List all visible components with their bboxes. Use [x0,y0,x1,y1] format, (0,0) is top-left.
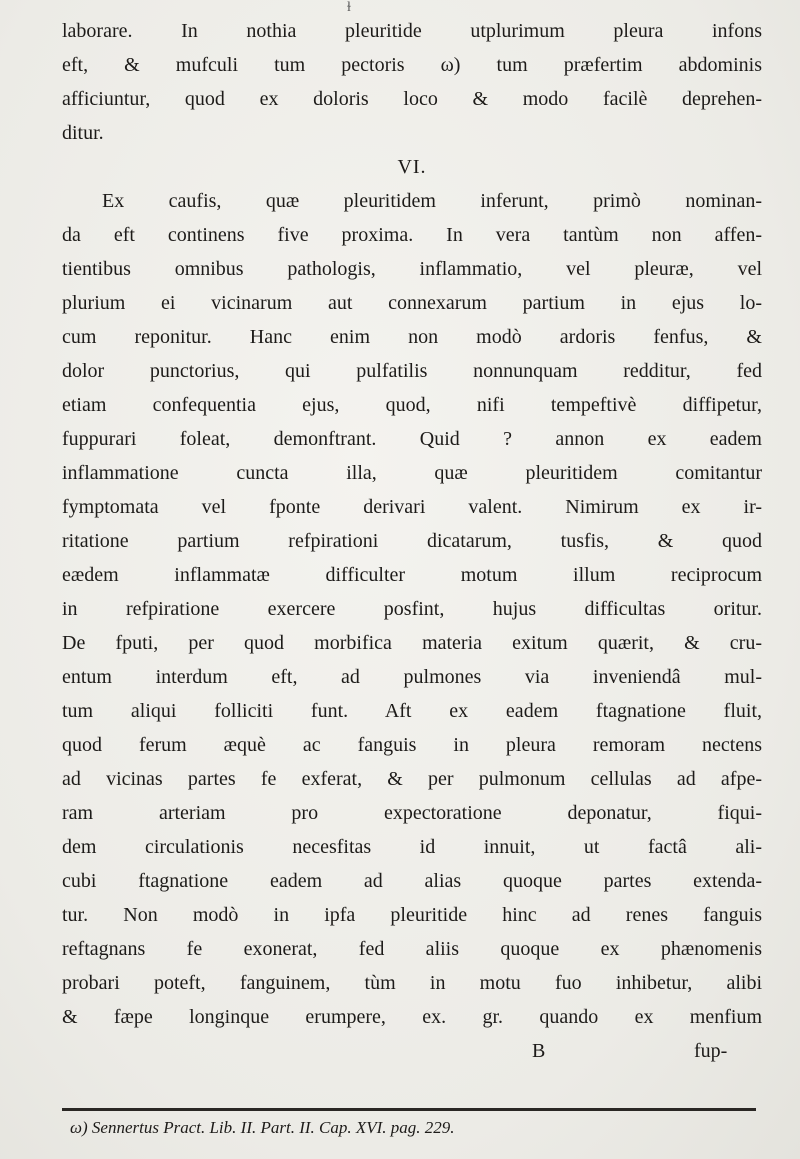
signature-mark: B [532,1040,546,1062]
text-line: cubi ftagnatione eadem ad alias quoque partes extenda- [62,870,762,892]
text-line: ditur. [62,122,104,144]
section-heading: VI. [397,156,427,178]
text-line: inflammatione cuncta illa, quæ pleuritidem comitantur [62,462,762,484]
text-line: in refpiratione exercere posfint, hujus difficultas oritur. [62,598,762,620]
footnote-rule [62,1108,756,1111]
text-line: tum aliqui folliciti funt. Aft ex eadem ftagnatione fluit, [62,700,762,722]
text-line: fuppurari foleat, demonftrant. Quid ? annon ex eadem [62,428,762,450]
text-line: eædem inflammatæ difficulter motum illum reciprocum [62,564,762,586]
text-line: Ex caufis, quæ pleuritidem inferunt, primò nominan- [102,190,762,212]
text-line: quod ferum æquè ac fanguis in pleura remoram nectens [62,734,762,756]
text-line: tur. Non modò in ipfa pleuritide hinc ad renes fanguis [62,904,762,926]
text-line: ram arteriam pro expectoratione deponatur, fiqui- [62,802,762,824]
body-text [62,14,762,1068]
text-line: dem circulationis necesfitas id innuit, ut factâ ali- [62,836,762,858]
text-line: plurium ei vicinarum aut connexarum partium in ejus lo- [62,292,762,314]
text-line: afficiuntur, quod ex doloris loco & modo facilè deprehen- [62,88,762,110]
text-line: dolor punctorius, qui pulfatilis nonnunquam redditur, fed [62,360,762,382]
text-line: & fæpe longinque erumpere, ex. gr. quando ex menfium [62,1006,762,1028]
text-line: cum reponitur. Hanc enim non modò ardoris fenfus, & [62,326,762,348]
text-line: eft, & mufculi tum pectoris ω) tum præfertim abdominis [62,54,762,76]
catchword: fup- [694,1040,728,1062]
text-line: entum interdum eft, ad pulmones via inveniendâ mul- [62,666,762,688]
text-line: fymptomata vel fponte derivari valent. Nimirum ex ir- [62,496,762,518]
page-footer-line [62,1034,762,1068]
text-line: ad vicinas partes fe exferat, & per pulmonum cellulas ad afpe- [62,768,762,790]
text-line: reftagnans fe exonerat, fed aliis quoque ex phænomenis [62,938,762,960]
text-line: probari poteft, fanguinem, tùm in motu fuo inhibetur, alibi [62,972,762,994]
text-line: De fputi, per quod morbifica materia exitum quærit, & cru- [62,632,762,654]
text-line: laborare. In nothia pleuritide utplurimum pleura infons [62,20,762,42]
page-mark: ɫ [347,0,351,15]
text-line: etiam confequentia ejus, quod, nifi tempeftivè diffipetur, [62,394,762,416]
text-line: ritatione partium refpirationi dicatarum, tusfis, & quod [62,530,762,552]
text-line: da eft continens five proxima. In vera tantùm non affen- [62,224,762,246]
footnote: ω) Sennertus Pract. Lib. II. Part. II. Cap. XVI. pag. 229. [70,1118,455,1137]
text-line: tientibus omnibus pathologis, inflammatio, vel pleuræ, vel [62,258,762,280]
